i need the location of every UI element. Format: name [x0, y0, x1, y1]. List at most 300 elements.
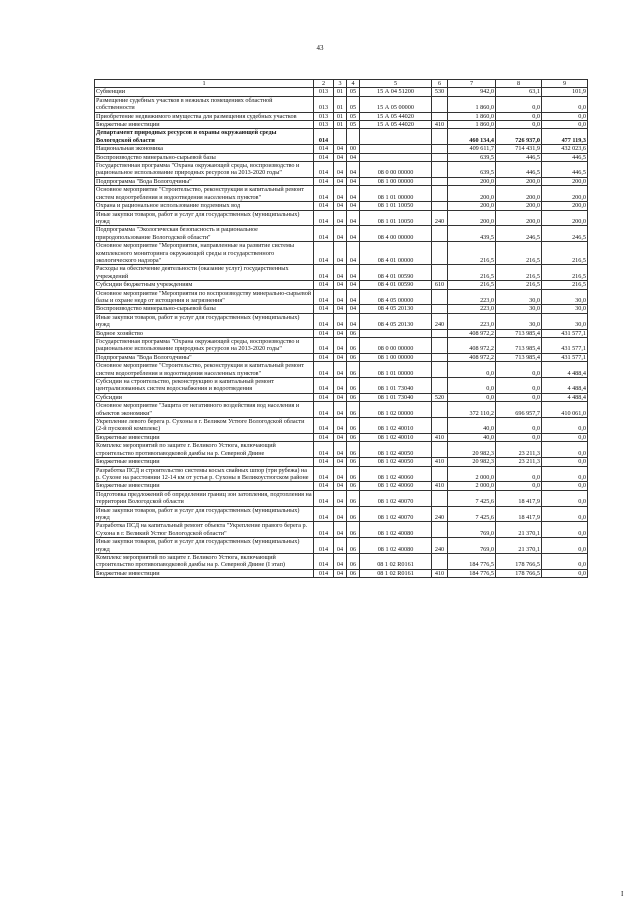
col-header: 3	[334, 80, 347, 88]
row-value-cell: 23 211,3	[496, 458, 542, 466]
row-value-cell: 240	[432, 313, 448, 329]
row-value-cell: 246,5	[496, 226, 542, 242]
row-value-cell: 08 1 00 00000	[360, 177, 432, 185]
row-value-cell: 726 937,0	[496, 129, 542, 145]
row-value-cell: 7 425,6	[448, 490, 496, 506]
row-value-cell: 08 1 02 40050	[360, 458, 432, 466]
row-value-cell: 714 431,9	[496, 145, 542, 153]
row-value-cell: 0,0	[542, 442, 588, 458]
table-row	[95, 226, 588, 242]
table-row	[95, 393, 588, 401]
row-value-cell: 014	[314, 281, 334, 289]
row-value-cell: 216,5	[542, 281, 588, 289]
row-value-cell: 014	[314, 402, 334, 418]
row-value-cell: 178 766,5	[496, 569, 542, 577]
table-row	[95, 362, 588, 378]
table-row	[95, 305, 588, 313]
table-row	[95, 153, 588, 161]
row-value-cell: 06	[347, 378, 360, 394]
table-row	[95, 313, 588, 329]
row-value-cell	[432, 265, 448, 281]
row-value-cell: 014	[314, 490, 334, 506]
row-value-cell: 530	[432, 88, 448, 96]
row-value-cell: 200,0	[542, 186, 588, 202]
row-value-cell	[432, 186, 448, 202]
table-row	[95, 96, 588, 112]
row-value-cell: 0,0	[496, 362, 542, 378]
row-value-cell: 200,0	[496, 186, 542, 202]
row-name-cell: Охрана и рациональное использование подземных вод	[95, 202, 314, 210]
row-value-cell: 01	[334, 88, 347, 96]
row-value-cell: 240	[432, 506, 448, 522]
row-value-cell: 06	[347, 522, 360, 538]
row-value-cell: 0,0	[542, 458, 588, 466]
row-value-cell: 30,0	[496, 305, 542, 313]
row-value-cell: 014	[314, 433, 334, 441]
row-value-cell: 101,9	[542, 88, 588, 96]
row-value-cell: 04	[347, 242, 360, 265]
row-value-cell: 04	[334, 162, 347, 178]
row-value-cell: 639,5	[448, 162, 496, 178]
row-value-cell	[432, 153, 448, 161]
row-value-cell: 431 577,1	[542, 338, 588, 354]
row-value-cell: 20 982,3	[448, 442, 496, 458]
row-value-cell: 0,0	[496, 433, 542, 441]
row-value-cell: 04	[334, 186, 347, 202]
col-header: 2	[314, 80, 334, 88]
row-value-cell: 63,1	[496, 88, 542, 96]
row-value-cell: 446,5	[496, 162, 542, 178]
row-name-cell: Подпрограмма "Вода Вологодчины"	[95, 177, 314, 185]
row-value-cell: 08 1 01 10050	[360, 202, 432, 210]
row-value-cell: 014	[314, 418, 334, 434]
page-number: 43	[316, 44, 324, 52]
row-value-cell: 014	[314, 482, 334, 490]
row-value-cell: 713 985,4	[496, 353, 542, 361]
row-value-cell: 06	[347, 338, 360, 354]
row-value-cell: 0,0	[496, 466, 542, 482]
row-name-cell: Субвенции	[95, 88, 314, 96]
row-value-cell: 06	[347, 506, 360, 522]
row-value-cell: 223,0	[448, 305, 496, 313]
col-header: 6	[432, 80, 448, 88]
row-value-cell: 0,0	[496, 121, 542, 129]
row-value-cell: 15 А 05 44020	[360, 121, 432, 129]
row-value-cell: 432 023,6	[542, 145, 588, 153]
row-value-cell: 04	[347, 265, 360, 281]
row-value-cell: 30,0	[496, 289, 542, 305]
row-name-cell: Подготовка предложений об определении границ зон затопления, подтопления на территории Вологодской области	[96, 490, 312, 506]
row-value-cell: 014	[314, 145, 334, 153]
col-header: 7	[448, 80, 496, 88]
row-value-cell: 08 1 02 40060	[360, 466, 432, 482]
table-row	[95, 490, 588, 506]
row-value-cell: 21 370,1	[496, 522, 542, 538]
row-value-cell: 0,0	[496, 482, 542, 490]
row-value-cell: 30,0	[542, 289, 588, 305]
row-value-cell: 01	[334, 121, 347, 129]
table-row	[95, 466, 588, 482]
table-row	[95, 378, 588, 394]
row-value-cell	[360, 329, 432, 337]
row-value-cell: 240	[432, 210, 448, 226]
row-value-cell: 446,5	[496, 153, 542, 161]
table-row	[95, 353, 588, 361]
row-name-cell: Основное мероприятие "Строительство, реконструкция и капитальный ремонт систем водоотребления и водоотведения населенных пунктов"	[95, 186, 314, 202]
row-value-cell: 014	[314, 338, 334, 354]
row-value-cell: 184 776,5	[448, 569, 496, 577]
row-value-cell	[347, 129, 360, 145]
table-row	[95, 402, 588, 418]
row-name-cell: Комплекс мероприятий по защите г. Великого Устюга, включающий строительство противопаводковой дамбы на р. Северной Двине	[95, 442, 314, 458]
row-value-cell: 06	[347, 466, 360, 482]
row-value-cell: 200,0	[448, 202, 496, 210]
table-row	[95, 433, 588, 441]
row-value-cell: 0,0	[496, 393, 542, 401]
row-value-cell: 04	[334, 538, 347, 554]
row-value-cell: 08 4 01 00000	[360, 242, 432, 265]
col-header: 8	[496, 80, 542, 88]
row-value-cell: 04	[347, 289, 360, 305]
row-value-cell	[432, 362, 448, 378]
row-value-cell: 0,0	[496, 96, 542, 112]
row-value-cell	[432, 402, 448, 418]
table-row	[95, 112, 588, 120]
row-value-cell: 08 0 00 00000	[360, 162, 432, 178]
row-value-cell	[432, 329, 448, 337]
row-name-cell: Водное хозяйство	[95, 329, 314, 337]
row-value-cell: 200,0	[448, 177, 496, 185]
row-value-cell: 08 1 00 00000	[360, 353, 432, 361]
table-row	[95, 289, 588, 305]
row-value-cell: 04	[334, 442, 347, 458]
row-value-cell: 410	[432, 482, 448, 490]
row-value-cell: 0,0	[496, 378, 542, 394]
row-name-cell: Бюджетные инвестиции	[95, 482, 314, 490]
row-value-cell: 200,0	[542, 177, 588, 185]
row-value-cell: 04	[334, 281, 347, 289]
row-name-cell: Основное мероприятие "Строительство, реконструкция и капитальный ремонт систем водоотребления и водоотведения населенных пунктов"	[95, 362, 314, 378]
row-value-cell: 446,5	[542, 162, 588, 178]
row-value-cell	[334, 129, 347, 145]
row-value-cell: 06	[347, 442, 360, 458]
table-row	[95, 522, 588, 538]
row-value-cell: 08 4 05 20130	[360, 305, 432, 313]
row-value-cell: 30,0	[542, 305, 588, 313]
row-value-cell: 04	[334, 242, 347, 265]
row-value-cell: 06	[347, 418, 360, 434]
row-value-cell: 08 1 01 00000	[360, 362, 432, 378]
row-value-cell: 223,0	[448, 289, 496, 305]
row-value-cell	[432, 378, 448, 394]
row-value-cell: 014	[314, 242, 334, 265]
row-value-cell: 0,0	[542, 121, 588, 129]
row-value-cell	[432, 490, 448, 506]
row-value-cell: 04	[334, 393, 347, 401]
row-value-cell: 014	[314, 226, 334, 242]
row-value-cell: 06	[347, 433, 360, 441]
row-value-cell: 2 000,0	[448, 466, 496, 482]
row-value-cell: 200,0	[496, 177, 542, 185]
row-value-cell: 04	[347, 202, 360, 210]
row-value-cell: 0,0	[542, 433, 588, 441]
row-value-cell: 04	[347, 210, 360, 226]
row-value-cell: 769,0	[448, 538, 496, 554]
table-row	[95, 506, 588, 522]
table-row	[95, 202, 588, 210]
row-value-cell: 0,0	[542, 466, 588, 482]
row-value-cell: 04	[347, 177, 360, 185]
row-value-cell: 06	[347, 362, 360, 378]
row-value-cell: 08 1 02 40080	[360, 538, 432, 554]
row-value-cell: 713 985,4	[496, 329, 542, 337]
row-value-cell: 014	[314, 506, 334, 522]
row-value-cell: 04	[334, 506, 347, 522]
row-value-cell: 15 А 04 51200	[360, 88, 432, 96]
row-value-cell: 200,0	[496, 202, 542, 210]
row-value-cell: 04	[347, 226, 360, 242]
row-value-cell: 04	[334, 458, 347, 466]
row-value-cell: 014	[314, 538, 334, 554]
row-value-cell	[360, 153, 432, 161]
row-value-cell: 04	[334, 522, 347, 538]
row-value-cell: 08 1 02 40070	[360, 506, 432, 522]
row-value-cell: 216,5	[496, 265, 542, 281]
row-value-cell: 014	[314, 378, 334, 394]
row-name-cell: Укрепление левого берега р. Сухоны в г. Великом Устюге Вологодской области (2-й пусковой комплекс)	[95, 418, 314, 434]
row-value-cell: 04	[334, 305, 347, 313]
row-name-cell: Бюджетные инвестиции	[95, 433, 314, 441]
table-row	[95, 281, 588, 289]
row-value-cell: 184 776,5	[448, 553, 496, 569]
row-value-cell: 0,0	[448, 362, 496, 378]
row-value-cell	[432, 226, 448, 242]
row-value-cell: 06	[347, 458, 360, 466]
row-value-cell: 246,5	[542, 226, 588, 242]
row-value-cell: 18 417,9	[496, 506, 542, 522]
table-row	[95, 145, 588, 153]
table-row	[95, 265, 588, 281]
row-value-cell	[432, 202, 448, 210]
row-name-cell: Разработка ПСД и строительство системы косых свайных шпор (три рубежа) на р. Сухоне на расстоянии 12-14 км от устья р. Сухоны в Великоустюгском районе	[95, 466, 314, 482]
row-name-cell: Размещение судебных участков в нежилых помещениях областной собственности	[95, 96, 314, 112]
row-value-cell: 04	[347, 305, 360, 313]
row-value-cell: 08 4 05 00000	[360, 289, 432, 305]
row-value-cell: 04	[334, 569, 347, 577]
row-value-cell: 0,0	[542, 553, 588, 569]
row-value-cell: 0,0	[542, 538, 588, 554]
row-value-cell: 013	[314, 96, 334, 112]
row-value-cell: 216,5	[542, 265, 588, 281]
row-value-cell: 014	[314, 153, 334, 161]
row-value-cell: 40,0	[448, 418, 496, 434]
col-header: 9	[542, 80, 588, 88]
row-value-cell: 410	[432, 458, 448, 466]
row-value-cell: 01	[334, 96, 347, 112]
row-value-cell: 1 860,0	[448, 96, 496, 112]
row-value-cell: 08 1 01 10050	[360, 210, 432, 226]
table-row	[95, 569, 588, 577]
row-value-cell: 216,5	[448, 265, 496, 281]
row-value-cell	[432, 112, 448, 120]
row-value-cell: 408 972,2	[448, 329, 496, 337]
row-value-cell: 520	[432, 393, 448, 401]
row-value-cell	[432, 522, 448, 538]
row-value-cell: 014	[314, 289, 334, 305]
row-value-cell: 240	[432, 538, 448, 554]
row-value-cell: 15 А 05 00000	[360, 96, 432, 112]
row-value-cell: 013	[314, 88, 334, 96]
row-value-cell: 014	[314, 177, 334, 185]
row-value-cell: 1 860,0	[448, 121, 496, 129]
row-value-cell: 04	[334, 433, 347, 441]
row-value-cell: 08 1 02 40050	[360, 442, 432, 458]
row-name-cell: Субсидии на строительство, реконструкцию и капитальный ремонт централизованных систем водоснабжения и водоотведения	[95, 378, 314, 394]
row-value-cell: 223,0	[448, 313, 496, 329]
row-value-cell: 014	[314, 305, 334, 313]
row-name-cell: Подпрограмма "Экологическая безопасность и рациональное природопользование Вологодской области"	[95, 226, 314, 242]
row-value-cell: 014	[314, 553, 334, 569]
row-value-cell: 06	[347, 329, 360, 337]
row-value-cell: 014	[314, 569, 334, 577]
row-value-cell: 0,0	[542, 490, 588, 506]
row-value-cell: 08 4 00 00000	[360, 226, 432, 242]
row-value-cell: 178 766,5	[496, 553, 542, 569]
row-value-cell: 06	[347, 393, 360, 401]
row-value-cell: 0,0	[542, 112, 588, 120]
row-value-cell: 4 488,4	[542, 393, 588, 401]
row-value-cell: 01	[334, 112, 347, 120]
row-value-cell: 04	[334, 362, 347, 378]
row-value-cell: 04	[347, 313, 360, 329]
row-value-cell: 014	[314, 265, 334, 281]
row-value-cell: 013	[314, 121, 334, 129]
row-name-cell: Основное мероприятие "Защита от негативного воздействия вод населения и объектов экономики"	[95, 402, 314, 418]
budget-table	[94, 79, 588, 578]
row-value-cell: 200,0	[448, 210, 496, 226]
row-value-cell: 08 4 01 00590	[360, 281, 432, 289]
table-row	[95, 242, 588, 265]
row-value-cell: 713 985,4	[496, 338, 542, 354]
table-row	[95, 162, 588, 178]
row-value-cell: 08 4 01 00590	[360, 265, 432, 281]
row-value-cell: 410	[432, 569, 448, 577]
table-row	[95, 482, 588, 490]
row-value-cell: 4 488,4	[542, 362, 588, 378]
row-value-cell: 04	[334, 338, 347, 354]
row-value-cell: 06	[347, 553, 360, 569]
row-value-cell	[432, 466, 448, 482]
row-value-cell: 769,0	[448, 522, 496, 538]
row-value-cell: 08 1 02 40010	[360, 418, 432, 434]
table-row	[95, 418, 588, 434]
row-name-cell: Субсидии бюджетным учреждениям	[95, 281, 314, 289]
row-name-cell: Государственная программа "Охрана окружающей среды, воспроизводство и рациональное использование природных ресурсов на 2013-2020 годы"	[95, 338, 314, 354]
table-row	[95, 129, 588, 145]
table-body	[95, 88, 588, 578]
row-value-cell: 014	[314, 313, 334, 329]
row-value-cell: 0,0	[542, 569, 588, 577]
row-value-cell: 610	[432, 281, 448, 289]
row-value-cell: 200,0	[496, 210, 542, 226]
row-value-cell: 04	[334, 418, 347, 434]
row-value-cell: 639,5	[448, 153, 496, 161]
row-value-cell: 410	[432, 121, 448, 129]
row-value-cell: 08 1 01 73040	[360, 378, 432, 394]
row-name-cell: Иные закупки товаров, работ и услуг для государственных (муниципальных) нужд	[95, 313, 314, 329]
row-value-cell: 0,0	[496, 112, 542, 120]
row-value-cell: 08 4 05 20130	[360, 313, 432, 329]
row-value-cell: 04	[334, 402, 347, 418]
row-value-cell: 446,5	[542, 153, 588, 161]
row-value-cell: 439,5	[448, 226, 496, 242]
row-value-cell: 00	[347, 145, 360, 153]
row-value-cell: 942,0	[448, 88, 496, 96]
row-name-cell: Воспроизводство минерально-сырьевой базы	[95, 305, 314, 313]
row-value-cell: 0,0	[542, 96, 588, 112]
row-value-cell: 04	[334, 177, 347, 185]
row-value-cell: 014	[314, 329, 334, 337]
row-value-cell: 04	[347, 153, 360, 161]
row-value-cell: 1 860,0	[448, 112, 496, 120]
table-row	[95, 458, 588, 466]
row-value-cell: 05	[347, 121, 360, 129]
row-name-cell: Субсидии	[95, 393, 314, 401]
row-value-cell: 408 972,2	[448, 338, 496, 354]
row-value-cell	[432, 418, 448, 434]
row-value-cell: 08 1 01 00000	[360, 186, 432, 202]
row-value-cell: 04	[334, 353, 347, 361]
row-value-cell: 06	[347, 569, 360, 577]
row-value-cell: 408 972,2	[448, 353, 496, 361]
row-value-cell: 08 1 02 R0161	[360, 553, 432, 569]
row-value-cell	[432, 145, 448, 153]
row-value-cell: 4 488,4	[542, 378, 588, 394]
footer-mark: I	[621, 890, 624, 898]
row-name-cell: Расходы на обеспечение деятельности (оказание услуг) государственных учреждений	[95, 265, 314, 281]
row-value-cell: 04	[334, 378, 347, 394]
row-value-cell: 200,0	[448, 186, 496, 202]
row-value-cell: 431 577,1	[542, 353, 588, 361]
table-row	[95, 442, 588, 458]
row-value-cell: 04	[347, 281, 360, 289]
row-value-cell: 23 211,3	[496, 442, 542, 458]
row-name-cell: Государственная программа "Охрана окружающей среды, воспроизводство и рациональное использование природных ресурсов на 2013-2020 годы"	[95, 162, 314, 178]
row-name-cell: Подпрограмма "Вода Вологодчины"	[95, 353, 314, 361]
table-row	[95, 177, 588, 185]
row-value-cell: 08 1 01 73040	[360, 393, 432, 401]
table-row	[95, 329, 588, 337]
row-value-cell: 40,0	[448, 433, 496, 441]
row-name-cell: Основное мероприятие "Мероприятия по воспроизводству минерально-сырьевой базы и охране недр от истощения и загрязнения"	[95, 289, 314, 305]
table-header-row	[95, 80, 588, 88]
row-value-cell: 200,0	[542, 202, 588, 210]
row-name-cell: Иные закупки товаров, работ и услуг для государственных (муниципальных) нужд	[95, 506, 314, 522]
row-value-cell: 15 А 05 44020	[360, 112, 432, 120]
row-value-cell: 014	[314, 458, 334, 466]
row-name-cell: Комплекс мероприятий по защите г. Великого Устюга, включающий строительство противопаводковой дамбы на р. Северной Двине (I этап)	[95, 553, 314, 569]
row-value-cell: 04	[334, 202, 347, 210]
row-value-cell	[432, 553, 448, 569]
row-value-cell	[432, 305, 448, 313]
row-value-cell: 08 1 02 40080	[360, 522, 432, 538]
row-name-cell: Воспроизводство минерально-сырьевой базы	[95, 153, 314, 161]
table-row	[95, 338, 588, 354]
row-name-cell: Иные закупки товаров, работ и услуг для государственных (муниципальных) нужд	[95, 538, 314, 554]
row-value-cell	[432, 289, 448, 305]
row-name-cell: Бюджетные инвестиции	[95, 569, 314, 577]
row-value-cell: 05	[347, 88, 360, 96]
